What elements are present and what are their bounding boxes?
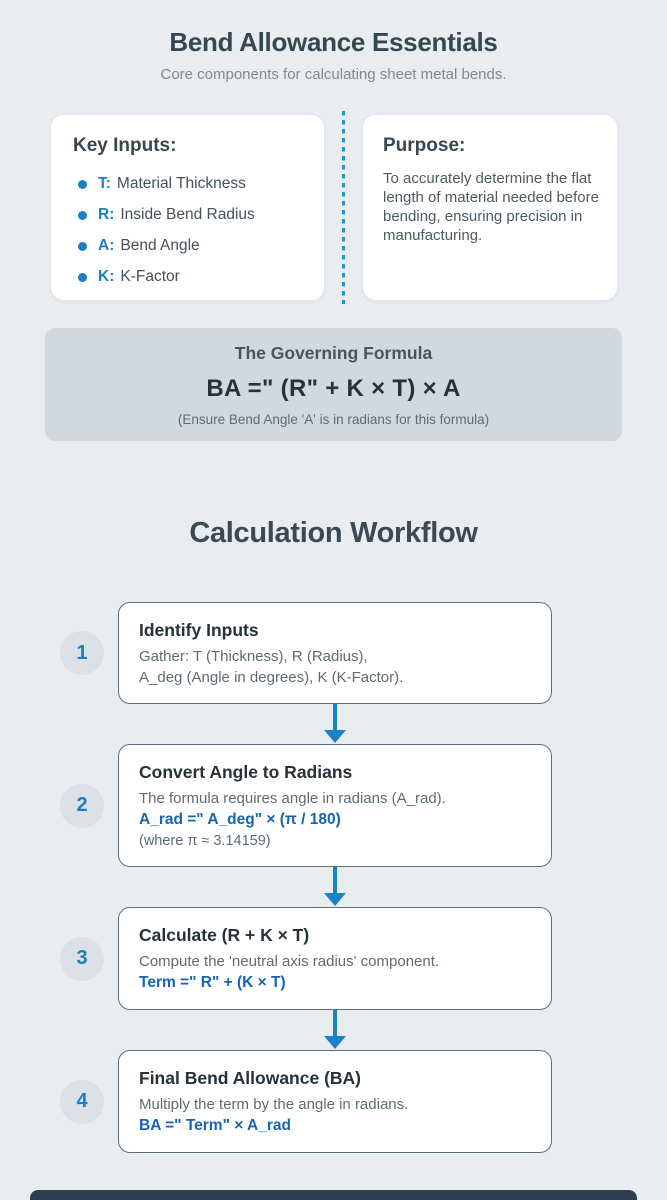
bullet-icon <box>78 242 87 251</box>
input-label: Material Thickness <box>116 175 246 192</box>
step-number-badge: 4 <box>60 1080 104 1124</box>
page-header <box>0 0 667 83</box>
step-2 <box>76 744 552 867</box>
arrow-head <box>324 893 346 906</box>
input-key: K: <box>98 268 115 285</box>
list-item <box>73 237 306 255</box>
step-number-badge: 1 <box>60 631 104 675</box>
step-formula: BA =" Term" × A_rad <box>139 1117 291 1134</box>
list-item <box>73 268 306 286</box>
list-item <box>73 175 306 193</box>
step-formula: A_rad =" A_deg" × (π / 180) <box>139 811 341 828</box>
top-section <box>50 114 622 301</box>
flow-arrow-down-icon <box>118 867 552 907</box>
input-key: A: <box>98 237 115 254</box>
step-number-badge: 3 <box>60 937 104 981</box>
formula-text: BA =" (R" + K × T) × A <box>206 375 461 402</box>
step-description <box>139 646 531 688</box>
flow-arrow-down-icon <box>118 704 552 744</box>
key-inputs-heading: Key Inputs: <box>73 135 177 156</box>
input-label: Inside Bend Radius <box>120 206 255 223</box>
bullet-icon <box>78 273 87 282</box>
section-divider <box>325 114 362 301</box>
step-card <box>118 744 552 867</box>
step-title: Identify Inputs <box>139 620 259 640</box>
step-1 <box>76 602 552 704</box>
step-description-line: A_deg (Angle in degrees), K (K-Factor). <box>139 669 404 686</box>
purpose-card <box>362 114 618 301</box>
page-subtitle: Core components for calculating sheet metal bends. <box>160 66 507 83</box>
arrow-shaft <box>333 704 337 731</box>
step-number-badge: 2 <box>60 784 104 828</box>
step-description: Compute the 'neutral axis radius' component. <box>139 953 440 970</box>
flow-arrow-down-icon <box>118 1010 552 1050</box>
step-description-line: Gather: T (Thickness), R (Radius), <box>139 648 368 665</box>
step-title: Final Bend Allowance (BA) <box>139 1068 362 1088</box>
step-card <box>118 1050 552 1153</box>
input-key: T: <box>98 175 111 192</box>
workflow-heading: Calculation Workflow <box>189 517 478 549</box>
governing-formula-box <box>45 328 622 441</box>
step-note: (where π ≈ 3.14159) <box>139 833 271 849</box>
bullet-icon <box>78 211 87 220</box>
purpose-heading: Purpose: <box>383 135 466 156</box>
step-title: Convert Angle to Radians <box>139 762 353 782</box>
step-formula: Term =" R" + (K × T) <box>139 974 286 991</box>
input-label: K-Factor <box>120 268 180 285</box>
input-label: Bend Angle <box>120 237 200 254</box>
step-card <box>118 602 552 704</box>
formula-note: (Ensure Bend Angle 'A' is in radians for this formula) <box>177 412 490 427</box>
purpose-text: To accurately determine the flat length of material needed before bending, ensuring precision in manufacturing. <box>383 170 599 244</box>
input-key: R: <box>98 206 115 223</box>
step-card <box>118 907 552 1010</box>
list-item <box>73 206 306 224</box>
key-inputs-list <box>73 175 306 286</box>
arrow-head <box>324 1036 346 1049</box>
arrow-head <box>324 730 346 743</box>
dashed-divider-line <box>342 111 345 304</box>
arrow-shaft <box>333 867 337 894</box>
step-description: The formula requires angle in radians (A_rad). <box>139 790 446 807</box>
workflow-steps <box>76 602 552 1153</box>
bullet-icon <box>78 180 87 189</box>
arrow-shaft <box>333 1010 337 1037</box>
step-description: Multiply the term by the angle in radians. <box>139 1096 409 1113</box>
next-section-cutoff-bar <box>30 1190 637 1200</box>
formula-heading: The Governing Formula <box>234 343 433 363</box>
key-inputs-card <box>50 114 325 301</box>
step-4 <box>76 1050 552 1153</box>
page-title: Bend Allowance Essentials <box>169 27 498 57</box>
step-title: Calculate (R + K × T) <box>139 925 310 945</box>
step-3 <box>76 907 552 1010</box>
